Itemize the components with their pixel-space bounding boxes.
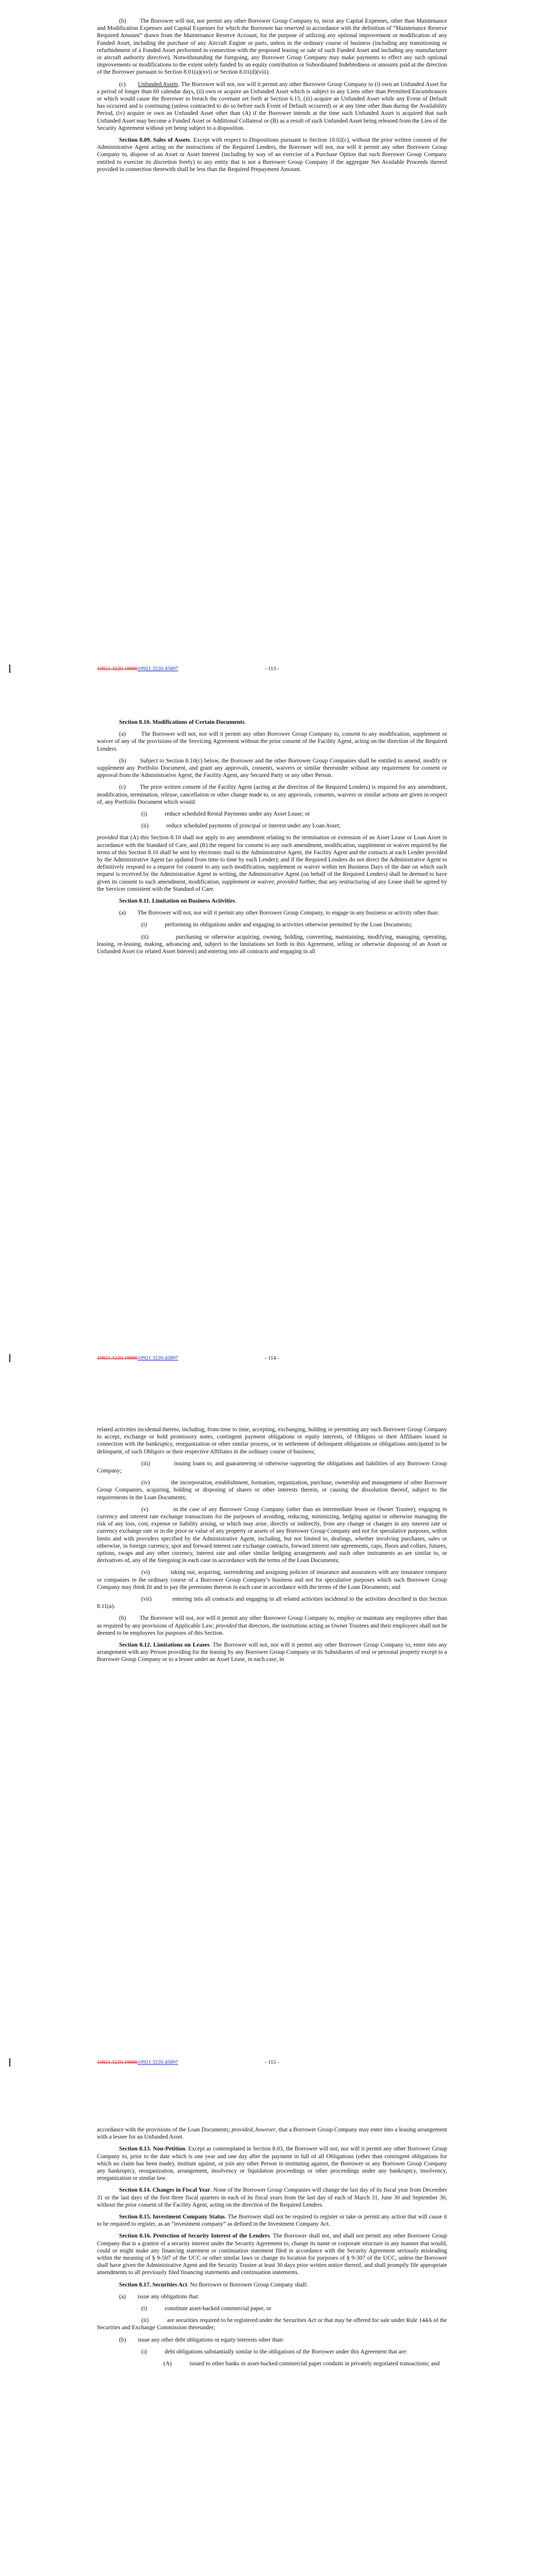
paragraph-8-10-c-i: (i) reduce scheduled Rental Payments under any Asset Lease; or [141, 811, 310, 818]
paragraph-8-10-a: (a) The Borrower will not, nor will it permit any other Borrower Group Company to, consent to any modification, supplement or waiver of any of the provisions of the Servicing Agreement without the prior consent of the Facility Agent, acting on the direction of the Required Lenders. [97, 731, 448, 752]
paragraph-8-11-a-iv: (iv) the incorporation, establishment, formation, organization, purchase, ownership and management of other Borrower Group Companies, acquiring, holding or disposing of shares or other interests therein, or causing the dissolution thereof, subject to the requirements in the Loan Documents; [97, 1480, 448, 1501]
document-id: 10921.3220.1989610921.3220.45897 [97, 666, 178, 672]
paragraph-8-17-a: (a) issue any obligations that: [119, 2293, 200, 2300]
section-8-15: Section 8.15. Investment Company Status. The Borrower shall not be required to register or take or permit any action that will cause it to be required to register, as an “investment company” as defined in the Investment Company Act. [97, 2214, 447, 2228]
paragraph-8-10-proviso: provided that (A) this Section 8.10 shall not apply to any amendment relating to the termination or extension of an Asset Lease or Loan Asset in accordance with the Standard of Care, and (B) the request for consent to any such amendment, modification, supplement or waiver required by the terms of this Section 8.10 shall be sent by electronic mail to the Administrative Agent, the Facility Agent and the contacts at each Lender provided by the Administrative Agent (as updated from time to time by each Lender); and if the Required Lenders do not direct the Administrative Agent to definitively respond to a request for consent to any such modification, supplement or waiver within ten Business Days of the date on which such request is received by the Administrative Agent in writing, the Administrative Agent (on behalf of the Required Lenders) shall be deemed to have given its consent to such amendment, modification, supplement or waiver; provided further, that any restructuring of any Lease shall be agreed by the Servicer consistent with the Standard of Care. [97, 835, 448, 892]
document-id: 10921.3220.1989610921.3220.45897 [97, 2060, 178, 2065]
page-body [97, 18, 447, 178]
paragraph-8-10-c-ii: (ii) reduce scheduled payments of principal or interest under any Loan Asset; [141, 823, 341, 829]
paragraph-8-17-a-i: (i) constitute asset-backed commercial paper, or [141, 2306, 272, 2312]
paragraph-8-11-a-vi: (vi) taking out, acquiring, surrendering and assigning policies of insurance and assurances with any insurance company or companies in the ordinary course of a Borrower Group Company’s business and not for speculative purposes which such Borrower Group Company may think fit and to pay the premiums thereon in each case in accordance with the terms of the Loan Documents; and [97, 1569, 447, 1590]
section-8-10-heading: Section 8.10. Modifications of Certain Documents. [119, 719, 246, 725]
paragraph-8-10-b: (b) Subject to Section 8.10(c) below, the Borrower and the other Borrower Group Companies shall be entitled to amend, modify or supplement any Portfolio Document, and grant any approvals, consents, waivers or similar thereunder without any requirement for consent or approval from the Administrative Agent, the Facility Agent, any Secured Party or any other Person. [97, 757, 447, 779]
page-footer [0, 665, 544, 673]
paragraph-8-17-a-ii: (ii) are securities required to be registered under the Securities Act or that may be offered for sale under Rule 144A of the Securities and Exchange Commission thereunder; [97, 2317, 447, 2331]
paragraph-8-11-a-vii: (vii) entering into all contracts and engaging in all related activities incidental to the activities described in this Section 8.11(a). [97, 1596, 447, 1610]
document-id: 10921.3220.1989610921.3220.45897 [97, 1355, 178, 1361]
section-8-13: Section 8.13. Non-Petition. Except as contemplated in Section 8.03, the Borrower will not, nor will it permit any other Borrower Group Company to, prior to the date which is one year and one day after the payment in full of all Obligations (other than contingent obligations for which no claim has been made), institute against, or join any other Person in instituting against, the Borrower or any Borrower Group Company any bankruptcy, reorganization, arrangement, insolvency or liquidation proceedings or other proceedings under any bankruptcy, insolvency, reorganization or similar law. [97, 2146, 447, 2182]
page-footer [0, 1354, 544, 1362]
page-body [97, 719, 447, 960]
paragraph-8-11-a-ii-continued: related activities incidental thereto, including, from time to time, accepting, exchanging, holding or permitting any such Borrower Group Company to accept, exchange or hold promissory notes, contingent payment obligations or equity interests, of Obligors or their Affiliates issued in connection with the bankruptcy, reorganization or other similar process, or in settlement of delinquent obligations or obligations anticipated to be delinquent, of such Obligors or their respective Affiliates in the ordinary course of business; [97, 1427, 447, 1455]
page-114 [0, 703, 544, 1406]
paragraph-8-08-c: (c) Unfunded Assets. The Borrower will not, nor will it permit any other Borrower Group Company to (i) own an Unfunded Asset for a period of longer than 60 calendar days, (ii) own or acquire an Unfunded Asset which is subject to any Liens other than Permitted Encumbrances or which would cause the Borrower to breach the covenant set forth at Section 6.15, (iii) acquire an Unfunded Asset while any Event of Default has occurred and is continuing (unless contracted to do so before such Event of Default occurred) or at any time other than during the Availability Period, (iv) acquire or own an Unfunded Asset other than (A) if the Borrower intends at the time such Unfunded Asset is acquired that such Unfunded Asset may become a Funded Asset or Additional Collateral or (B) as a result of such Unfunded Asset being released from the Lien of the Security Agreement without yet being subject to a disposition. [97, 81, 448, 131]
page-footer [0, 2058, 544, 2066]
section-8-09: Section 8.09. Sales of Assets. Except with respect to Dispositions pursuant to Section 10.02(c), without the prior written consent of the Administrative Agent acting on the instructions of the Required Lenders, the Borrower will not, nor will it permit any other Borrower Group Company to, dispose of an Asset or Asset Interest (including by way of an exercise of a Purchase Option that such Borrower Group Company entitled to exercise its discretion freely) to any entity that is not a Borrower Group Company if the aggregate Net Available Proceeds thereof provided in connection therewith shall be less than the Required Prepayment Amount. [97, 137, 448, 173]
paragraph-8-17-b-i-A: (A) issued to other banks or asset-backed commercial paper conduits in privately negotiated transactions; and [163, 2361, 440, 2367]
page-113 [0, 0, 544, 703]
section-8-12-continued: accordance with the provisions of the Loan Documents; provided, however, that a Borrower Group Company may enter into a leasing arrangement with a lessee for an Unfunded Asset. [97, 2127, 448, 2141]
section-8-16: Section 8.16. Protection of Security Interest of the Lenders. The Borrower shall not, and shall not permit any other Borrower Group Company that is a grantor of a security interest under the Security Agreement to, change its name or corporate structure in any manner that would, could or might make any financing statement or continuation statement filed in accordance with the Security Agreement seriously misleading within the meaning of § 9-507 of the UCC or other similar laws or change its location for purposes of § 9-307 of the UCC, unless the Borrower shall have given the Administrative Agent and the Security Trustee at least 30 days prior written notice thereof, and shall promptly file appropriate amendments to all previously filed financing statements and continuation statements. [97, 2233, 447, 2276]
paragraph-8-17-b-i: (i) debt obligations substantially similar to the obligations of the Borrower under this Agreement that are: [141, 2348, 408, 2355]
section-8-17: Section 8.17. Securities Act. No Borrower or Borrower Group Company shall: [119, 2281, 308, 2288]
page-115 [0, 1406, 544, 2110]
section-8-12: Section 8.12. Limitations on Leases. The Borrower will not, nor will it permit any other Borrower Group Company to, enter into any arrangement with any Person providing for the leasing by any Borrower Group Company or its Subsidiaries of real or personal property except to a Borrower Group Company or to a lessee under an Asset Lease, in each case, in [97, 1642, 447, 1663]
paragraph-8-11-a-v: (v) in the case of any Borrower Group Company (other than an intermediate lessor or Owner Trustee), engaging in currency and interest rate exchange transactions for the purposes of avoiding, reducing, minimizing, hedging against or otherwise managing the risk of any loss, cost, expense or liability arising, or which may arise, directly or indirectly, from any change or changes in any interest rate or currency exchange rate or in the price or value of any property or assets of any Borrower Group Company and not for speculative purposes, within limits and with providers specified by the Administrative Agent, including, but not limited to, dealings, whether involving purchases, sales or otherwise, in foreign currency, spot and forward interest rate exchange contracts, forward interest rate agreements, caps, floors and collars, futures, options, swaps and any other currency, interest rate and other similar hedging arrangements and such other instruments as are similar to, or derivatives of, any of the foregoing in each case in accordance with the terms of the Loan Documents; [97, 1506, 447, 1564]
paragraph-8-11-b: (b) The Borrower will not, nor will it permit any other Borrower Group Company to, employ or maintain any employees other than as required by any provisions of Applicable Law; provided that directors, the institutions acting as Owner Trustees and their employees shall not be deemed to be employees for purposes of this Section. [97, 1615, 447, 1636]
paragraph-8-11-a: (a) The Borrower will not, nor will it permit any other Borrower Group Company, to engage in any business or activity other than: [119, 910, 439, 917]
page-number: - 113 - [265, 666, 279, 672]
page-number: - 114 - [265, 1355, 279, 1361]
section-8-11-heading: Section 8.11. Limitation on Business Activities. [119, 898, 237, 905]
page-body [97, 2126, 447, 2372]
page-116 [0, 2110, 544, 2576]
paragraph-8-08-b: (b) The Borrower will not, nor permit any other Borrower Group Company to, incur any Capital Expenses, other than Maintenance and Modification Expenses and Capital Expenses for which the Borrower has reserved in accordance with the definition of “Maintenance Reserve Required Amount” drawn from the Maintenance Reserve Account, for the purpose of utilizing any optional improvement or modification of any Funded Asset, including the purchase of any Aircraft Engine or parts, unless in the ordinary course of business (including any transitioning or refurbishment of a Funded Asset performed in connection with the proposed leasing or sale of such Funded Asset and including any manufacturer or aircraft authority directive). Notwithstanding the foregoing, any Borrower Group Company may make payments to effect any such optional improvements or modifications to the extent solely funded by an equity contribution or Subordinated Indebtedness or amounts paid at the direction of the Borrower pursuant to Section 8.01(a)(xvi) or Section 8.01(d)(viii). [97, 18, 447, 76]
page-body [97, 1426, 447, 1668]
paragraph-8-11-a-iii: (iii) issuing loans to, and guaranteeing or otherwise supporting the obligations and liabilities of any Borrower Group Company; [97, 1460, 448, 1475]
paragraph-8-17-b: (b) issue any other debt obligations or equity interests other than: [119, 2336, 284, 2343]
paragraph-8-11-a-ii: (ii) purchasing or otherwise acquiring, owning, holding, converting, maintaining, modifying, managing, operating, leasing, re-leasing, making, advancing and, subject to the limitations set forth in this Agreement, selling or otherwise disposing of an Asset or Unfunded Asset (or related Asset Interest) and entering into all contracts and engaging in all [97, 934, 448, 955]
section-8-14: Section 8.14. Changes in Fiscal Year. None of the Borrower Group Companies will change the last day of its fiscal year from December 31 or the last days of the first three fiscal quarters in each of its fiscal years from the last day of each of March 31, June 30 and September 30, without the prior consent of the Facility Agent, acting on the direction of the Required Lenders. [97, 2187, 447, 2208]
paragraph-8-10-c: (c) The prior written consent of the Facility Agent (acting at the direction of the Required Lenders) is required for any amendment, modification, termination, release, cancellation or other change made to, or any approvals, consents, waivers or similar actions are given in respect of, any Portfolio Document which would: [97, 784, 448, 805]
page-number: - 115 - [265, 2060, 279, 2065]
paragraph-8-11-a-i: (i) performing its obligations under and engaging in activities otherwise permitted by the Loan Documents; [141, 922, 413, 928]
